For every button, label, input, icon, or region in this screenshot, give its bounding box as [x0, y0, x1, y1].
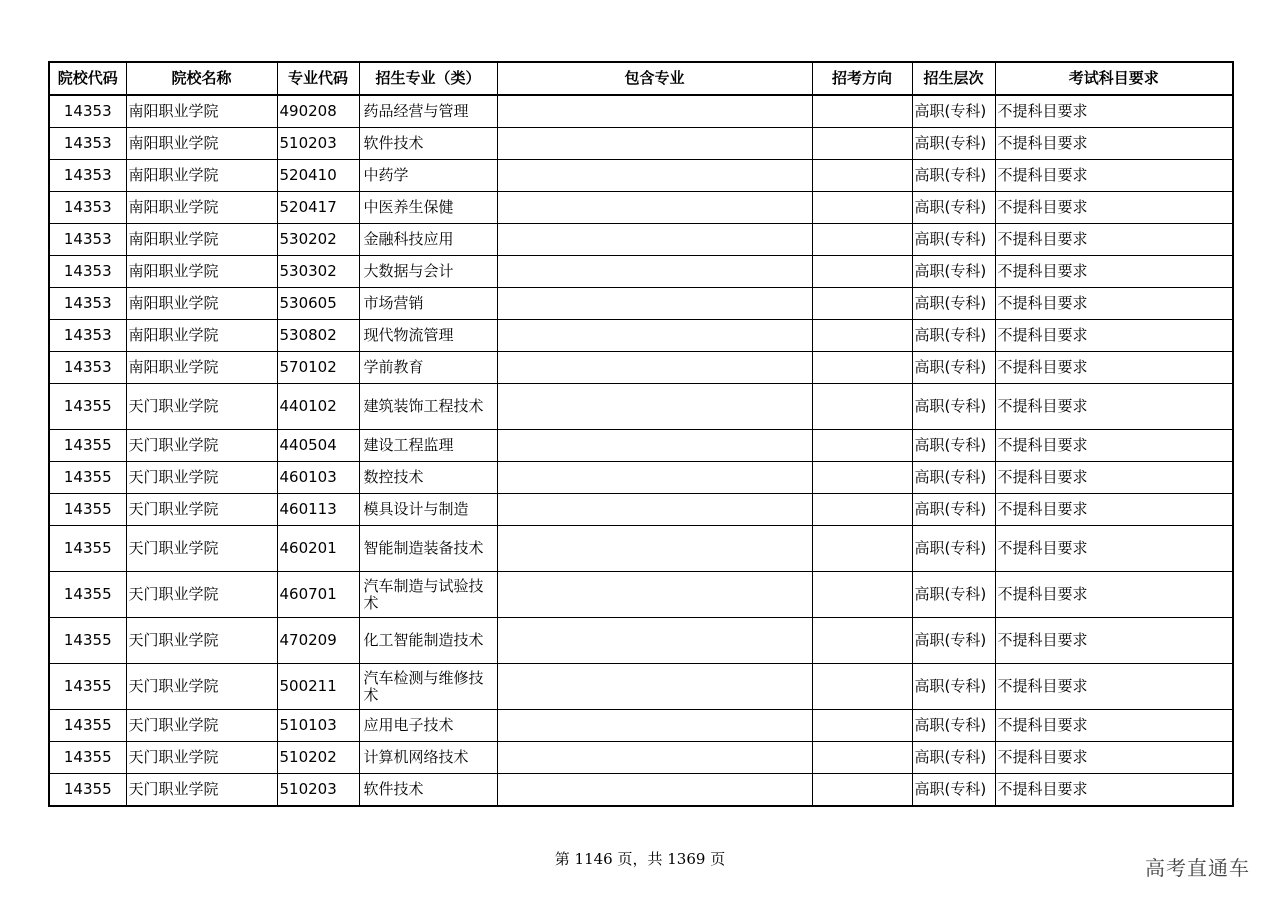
cell-subject-requirement: 不提科目要求 — [995, 572, 1233, 618]
cell-school-code: 14353 — [49, 256, 126, 288]
header-level: 招生层次 — [912, 62, 995, 95]
cell-school-name: 南阳职业学院 — [126, 160, 277, 192]
cell-school-name: 南阳职业学院 — [126, 352, 277, 384]
cell-school-code: 14353 — [49, 352, 126, 384]
table-row — [49, 95, 1233, 128]
cell-school-code: 14355 — [49, 710, 126, 742]
cell-major-code: 440102 — [277, 384, 359, 430]
cell-school-code: 14353 — [49, 320, 126, 352]
header-major-code: 专业代码 — [277, 62, 359, 95]
cell-major-code: 510202 — [277, 742, 359, 774]
table-row — [49, 128, 1233, 160]
cell-subject-requirement: 不提科目要求 — [995, 128, 1233, 160]
cell-level: 高职(专科) — [912, 224, 995, 256]
cell-level: 高职(专科) — [912, 384, 995, 430]
cell-level: 高职(专科) — [912, 288, 995, 320]
cell-included-majors — [497, 352, 812, 384]
cell-subject-requirement: 不提科目要求 — [995, 95, 1233, 128]
cell-included-majors — [497, 192, 812, 224]
cell-level: 高职(专科) — [912, 95, 995, 128]
cell-included-majors — [497, 774, 812, 807]
cell-included-majors — [497, 664, 812, 710]
cell-school-code: 14353 — [49, 192, 126, 224]
cell-included-majors — [497, 572, 812, 618]
admissions-table — [48, 61, 1234, 807]
cell-major-code: 510203 — [277, 774, 359, 807]
cell-direction — [812, 288, 912, 320]
cell-subject-requirement: 不提科目要求 — [995, 160, 1233, 192]
cell-subject-requirement: 不提科目要求 — [995, 710, 1233, 742]
cell-major: 药品经营与管理 — [359, 95, 497, 128]
cell-major-code: 500211 — [277, 664, 359, 710]
cell-level: 高职(专科) — [912, 742, 995, 774]
cell-subject-requirement: 不提科目要求 — [995, 192, 1233, 224]
cell-included-majors — [497, 430, 812, 462]
cell-major-code: 470209 — [277, 618, 359, 664]
cell-direction — [812, 774, 912, 807]
cell-level: 高职(专科) — [912, 192, 995, 224]
cell-school-name: 天门职业学院 — [126, 526, 277, 572]
cell-major: 软件技术 — [359, 128, 497, 160]
cell-level: 高职(专科) — [912, 128, 995, 160]
cell-major: 市场营销 — [359, 288, 497, 320]
table-row — [49, 462, 1233, 494]
cell-school-name: 天门职业学院 — [126, 710, 277, 742]
cell-direction — [812, 526, 912, 572]
cell-school-name: 南阳职业学院 — [126, 320, 277, 352]
header-subject-requirement: 考试科目要求 — [995, 62, 1233, 95]
watermark: 高考直通车 — [1145, 856, 1250, 880]
cell-direction — [812, 192, 912, 224]
table-row — [49, 742, 1233, 774]
cell-school-name: 天门职业学院 — [126, 430, 277, 462]
cell-direction — [812, 462, 912, 494]
cell-included-majors — [497, 224, 812, 256]
cell-subject-requirement: 不提科目要求 — [995, 742, 1233, 774]
cell-major: 汽车制造与试验技术 — [359, 572, 497, 618]
cell-included-majors — [497, 618, 812, 664]
cell-major: 计算机网络技术 — [359, 742, 497, 774]
cell-major: 智能制造装备技术 — [359, 526, 497, 572]
cell-subject-requirement: 不提科目要求 — [995, 430, 1233, 462]
cell-major: 数控技术 — [359, 462, 497, 494]
cell-school-code: 14353 — [49, 95, 126, 128]
table-row — [49, 710, 1233, 742]
cell-major-code: 520417 — [277, 192, 359, 224]
cell-school-code: 14353 — [49, 224, 126, 256]
header-included-majors: 包含专业 — [497, 62, 812, 95]
cell-major: 软件技术 — [359, 774, 497, 807]
cell-direction — [812, 384, 912, 430]
cell-direction — [812, 742, 912, 774]
cell-direction — [812, 224, 912, 256]
cell-level: 高职(专科) — [912, 618, 995, 664]
cell-major-code: 490208 — [277, 95, 359, 128]
cell-major-code: 440504 — [277, 430, 359, 462]
cell-included-majors — [497, 494, 812, 526]
header-row — [49, 62, 1233, 95]
header-direction: 招考方向 — [812, 62, 912, 95]
cell-level: 高职(专科) — [912, 494, 995, 526]
header-school-name: 院校名称 — [126, 62, 277, 95]
cell-school-code: 14355 — [49, 526, 126, 572]
cell-subject-requirement: 不提科目要求 — [995, 256, 1233, 288]
cell-major-code: 520410 — [277, 160, 359, 192]
table-row — [49, 774, 1233, 807]
cell-major-code: 460113 — [277, 494, 359, 526]
cell-major-code: 570102 — [277, 352, 359, 384]
cell-level: 高职(专科) — [912, 352, 995, 384]
cell-school-name: 南阳职业学院 — [126, 256, 277, 288]
cell-level: 高职(专科) — [912, 430, 995, 462]
cell-direction — [812, 618, 912, 664]
cell-included-majors — [497, 384, 812, 430]
table-row — [49, 256, 1233, 288]
cell-school-code: 14355 — [49, 430, 126, 462]
cell-included-majors — [497, 256, 812, 288]
cell-school-name: 天门职业学院 — [126, 462, 277, 494]
table-row — [49, 160, 1233, 192]
cell-included-majors — [497, 288, 812, 320]
table-row — [49, 384, 1233, 430]
cell-school-code: 14353 — [49, 288, 126, 320]
table-row — [49, 572, 1233, 618]
cell-major-code: 510203 — [277, 128, 359, 160]
cell-major: 大数据与会计 — [359, 256, 497, 288]
cell-school-code: 14353 — [49, 128, 126, 160]
cell-included-majors — [497, 95, 812, 128]
page-number: 第 1146 页，共 1369 页 — [554, 850, 726, 868]
cell-subject-requirement: 不提科目要求 — [995, 618, 1233, 664]
cell-school-code: 14355 — [49, 742, 126, 774]
cell-school-code: 14355 — [49, 664, 126, 710]
cell-subject-requirement: 不提科目要求 — [995, 462, 1233, 494]
cell-school-name: 天门职业学院 — [126, 572, 277, 618]
cell-major: 汽车检测与维修技术 — [359, 664, 497, 710]
cell-direction — [812, 95, 912, 128]
cell-school-code: 14355 — [49, 572, 126, 618]
cell-major: 中药学 — [359, 160, 497, 192]
cell-subject-requirement: 不提科目要求 — [995, 774, 1233, 807]
cell-direction — [812, 160, 912, 192]
table-row — [49, 352, 1233, 384]
cell-subject-requirement: 不提科目要求 — [995, 494, 1233, 526]
cell-direction — [812, 710, 912, 742]
cell-subject-requirement: 不提科目要求 — [995, 288, 1233, 320]
cell-direction — [812, 664, 912, 710]
table-row — [49, 618, 1233, 664]
cell-school-name: 南阳职业学院 — [126, 95, 277, 128]
table-row — [49, 526, 1233, 572]
cell-school-name: 南阳职业学院 — [126, 224, 277, 256]
cell-major: 建筑装饰工程技术 — [359, 384, 497, 430]
table-row — [49, 430, 1233, 462]
cell-major: 中医养生保健 — [359, 192, 497, 224]
table-row — [49, 320, 1233, 352]
cell-level: 高职(专科) — [912, 256, 995, 288]
cell-school-code: 14355 — [49, 384, 126, 430]
cell-direction — [812, 256, 912, 288]
cell-included-majors — [497, 742, 812, 774]
cell-direction — [812, 352, 912, 384]
table-row — [49, 494, 1233, 526]
cell-major: 建设工程监理 — [359, 430, 497, 462]
cell-subject-requirement: 不提科目要求 — [995, 664, 1233, 710]
table-row — [49, 664, 1233, 710]
cell-school-name: 南阳职业学院 — [126, 128, 277, 160]
cell-direction — [812, 320, 912, 352]
cell-subject-requirement: 不提科目要求 — [995, 224, 1233, 256]
cell-major-code: 460701 — [277, 572, 359, 618]
cell-level: 高职(专科) — [912, 462, 995, 494]
cell-direction — [812, 572, 912, 618]
table-row — [49, 224, 1233, 256]
cell-school-code: 14353 — [49, 160, 126, 192]
cell-included-majors — [497, 320, 812, 352]
cell-school-code: 14355 — [49, 618, 126, 664]
cell-level: 高职(专科) — [912, 774, 995, 807]
cell-direction — [812, 430, 912, 462]
cell-major: 化工智能制造技术 — [359, 618, 497, 664]
cell-school-name: 天门职业学院 — [126, 742, 277, 774]
cell-major-code: 530605 — [277, 288, 359, 320]
cell-school-code: 14355 — [49, 462, 126, 494]
cell-school-name: 天门职业学院 — [126, 494, 277, 526]
cell-included-majors — [497, 462, 812, 494]
cell-major-code: 510103 — [277, 710, 359, 742]
cell-included-majors — [497, 526, 812, 572]
table-row — [49, 288, 1233, 320]
cell-subject-requirement: 不提科目要求 — [995, 320, 1233, 352]
cell-major-code: 530302 — [277, 256, 359, 288]
cell-major: 模具设计与制造 — [359, 494, 497, 526]
table-row — [49, 192, 1233, 224]
cell-subject-requirement: 不提科目要求 — [995, 526, 1233, 572]
cell-major: 金融科技应用 — [359, 224, 497, 256]
cell-major-code: 460103 — [277, 462, 359, 494]
cell-major-code: 530802 — [277, 320, 359, 352]
cell-included-majors — [497, 710, 812, 742]
cell-school-name: 南阳职业学院 — [126, 192, 277, 224]
cell-level: 高职(专科) — [912, 572, 995, 618]
cell-major: 学前教育 — [359, 352, 497, 384]
header-school-code: 院校代码 — [49, 62, 126, 95]
cell-major: 现代物流管理 — [359, 320, 497, 352]
cell-major-code: 530202 — [277, 224, 359, 256]
cell-direction — [812, 494, 912, 526]
cell-level: 高职(专科) — [912, 320, 995, 352]
cell-school-code: 14355 — [49, 494, 126, 526]
cell-school-name: 南阳职业学院 — [126, 288, 277, 320]
cell-level: 高职(专科) — [912, 710, 995, 742]
cell-school-name: 天门职业学院 — [126, 618, 277, 664]
cell-major: 应用电子技术 — [359, 710, 497, 742]
cell-level: 高职(专科) — [912, 160, 995, 192]
cell-included-majors — [497, 128, 812, 160]
cell-school-code: 14355 — [49, 774, 126, 807]
cell-subject-requirement: 不提科目要求 — [995, 352, 1233, 384]
cell-included-majors — [497, 160, 812, 192]
header-major: 招生专业（类） — [359, 62, 497, 95]
cell-subject-requirement: 不提科目要求 — [995, 384, 1233, 430]
cell-major-code: 460201 — [277, 526, 359, 572]
cell-level: 高职(专科) — [912, 526, 995, 572]
cell-school-name: 天门职业学院 — [126, 664, 277, 710]
cell-school-name: 天门职业学院 — [126, 384, 277, 430]
cell-level: 高职(专科) — [912, 664, 995, 710]
cell-direction — [812, 128, 912, 160]
cell-school-name: 天门职业学院 — [126, 774, 277, 807]
table-body — [49, 95, 1233, 806]
